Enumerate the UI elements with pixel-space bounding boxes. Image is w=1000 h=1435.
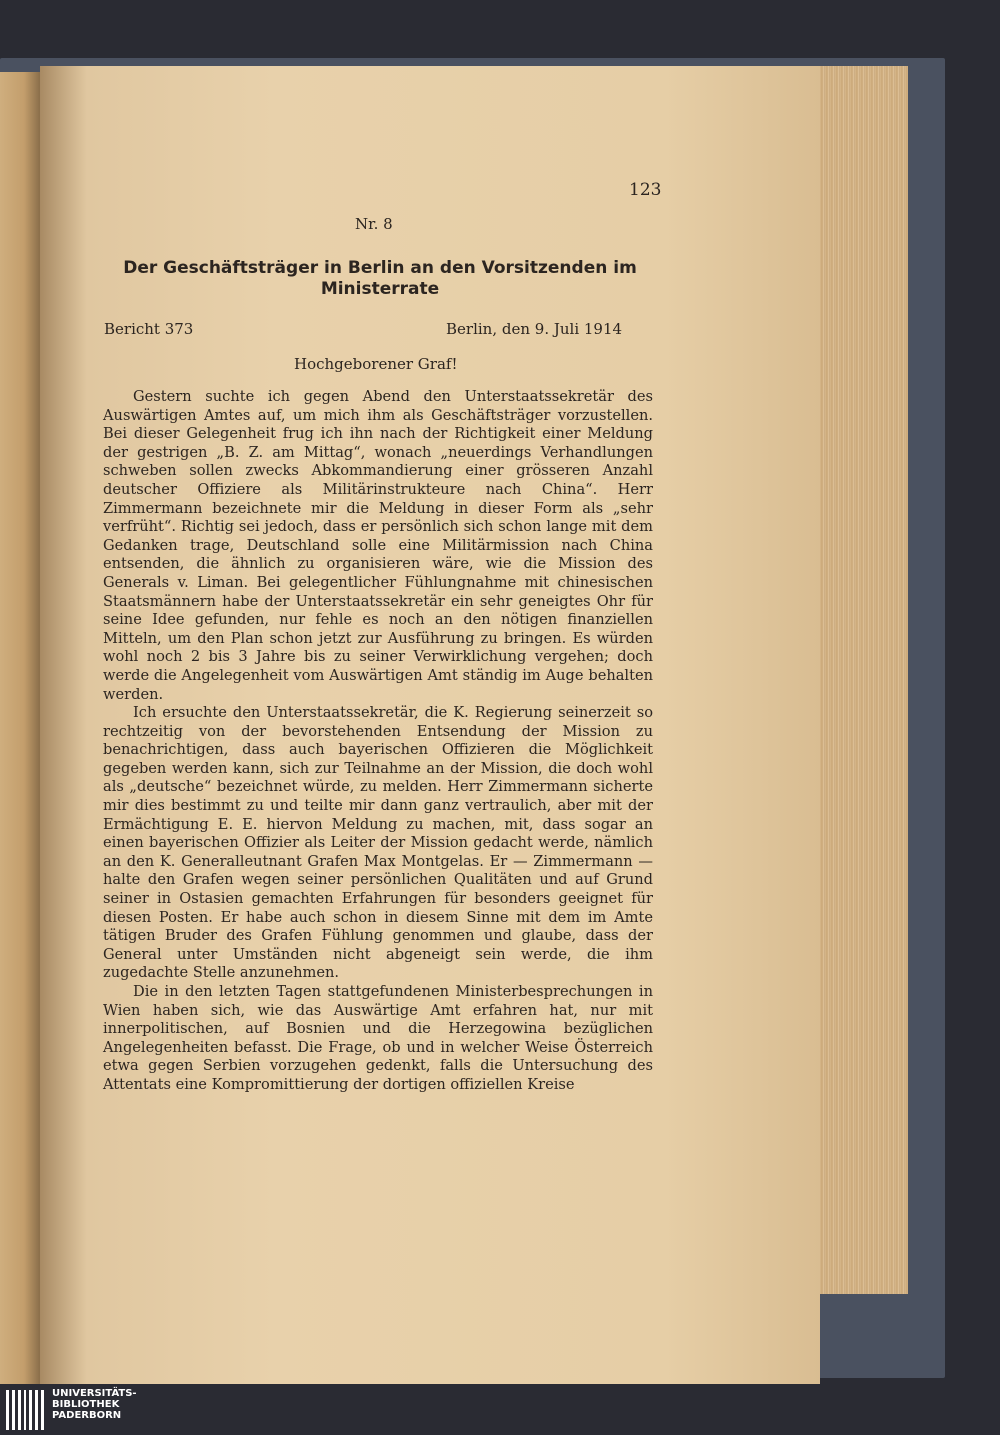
page-edges	[820, 66, 908, 1294]
paragraph: Die in den letzten Tagen stattgefundenen Ministerbesprechungen in Wien haben sich, wie das Auswärtige Amt erfahren hat, nur mit innerpolitischen, auf Bosnien und die Herzegowina bezüglichen Angelegenheiten befasst. Die Frage, ob und in welcher Weise Österreich etwa gegen Serbien vorzugehen gedenkt, falls die Untersuchung des Attentats eine Kompromittierung der dortigen offiziellen Kreise	[103, 983, 653, 1093]
page-number: 123	[629, 180, 662, 200]
library-logo-text	[52, 1388, 137, 1421]
salutation: Hochgeborener Graf!	[294, 355, 458, 373]
footer-bar	[0, 1384, 1000, 1435]
place-date: Berlin, den 9. Juli 1914	[446, 320, 623, 338]
document-number: Nr. 8	[355, 215, 393, 233]
library-logo-icon	[6, 1390, 44, 1430]
logo-line-3: PADERBORN	[52, 1410, 122, 1421]
logo-line-2: BIBLIOTHEK	[52, 1399, 120, 1410]
logo-line-1: UNIVERSITÄTS-	[52, 1388, 137, 1399]
report-number: Bericht 373	[104, 320, 194, 338]
paragraph: Gestern suchte ich gegen Abend den Unterstaatssekretär des Auswärtigen Amtes auf, um mich ihm als Geschäftsträger vorzustellen. Bei dieser Gelegenheit frug ich ihn nach der Richtigkeit einer Meldung der gestrigen „B. Z. am Mittag“, wonach „neuerdings Verhandlungen schweben sollen zwecks Abkommandierung einer grösseren Anzahl deutscher Offiziere als Militärinstrukteure nach China“. Herr Zimmermann bezeichnete mir die Meldung in dieser Form als „sehr verfrüht“. Richtig sei jedoch, dass er persönlich sich schon lange mit dem Gedanken trage, Deutschland solle eine Militärmission nach China entsenden, die ähnlich zu organisieren wäre, wie die Mission des Generals v. Liman. Bei gelegentlicher Fühlungnahme mit chinesischen Staatsmännern habe der Unterstaatssekretär ein sehr geneigtes Ohr für seine Idee gefunden, nur fehle es noch an den nötigen finanziellen Mitteln, um den Plan schon jetzt zur Ausführung zu bringen. Es würden wohl noch 2 bis 3 Jahre bis zu seiner Verwirklichung vergehen; doch werde die Angelegenheit vom Auswärtigen Amt ständig im Auge behalten werden.	[103, 388, 653, 703]
paragraph: Ich ersuchte den Unterstaatssekretär, die K. Regierung seinerzeit so rechtzeitig von der bevorstehenden Entsendung der Mission zu benachrichtigen, dass auch bayerischen Offizieren die Möglichkeit gegeben werden kann, sich zur Teilnahme an der Mission, die doch wohl als „deutsche“ bezeichnet würde, zu melden. Herr Zimmermann sicherte mir dies bestimmt zu und teilte mir dann ganz vertraulich, aber mit der Ermächtigung E. E. hiervon Meldung zu machen, mit, dass sogar an einen bayerischen Offizier als Leiter der Mission gedacht werde, nämlich an den K. Generalleutnant Grafen Max Montgelas. Er — Zimmermann — halte den Grafen wegen seiner persönlichen Qualitäten und auf Grund seiner in Ostasien gemachten Erfahrungen für besonders geeignet für diesen Posten. Er habe auch schon in diesem Sinne mit dem im Amte tätigen Bruder des Grafen Fühlung genommen und glaube, dass der General unter Umständen nicht abgeneigt sein werde, die ihm zugedachte Stelle anzunehmen.	[103, 704, 653, 982]
letter-body	[103, 388, 653, 1095]
document-title: Der Geschäftsträger in Berlin an den Vorsitzenden im Ministerrate	[123, 258, 637, 299]
left-page-edge	[0, 72, 40, 1390]
